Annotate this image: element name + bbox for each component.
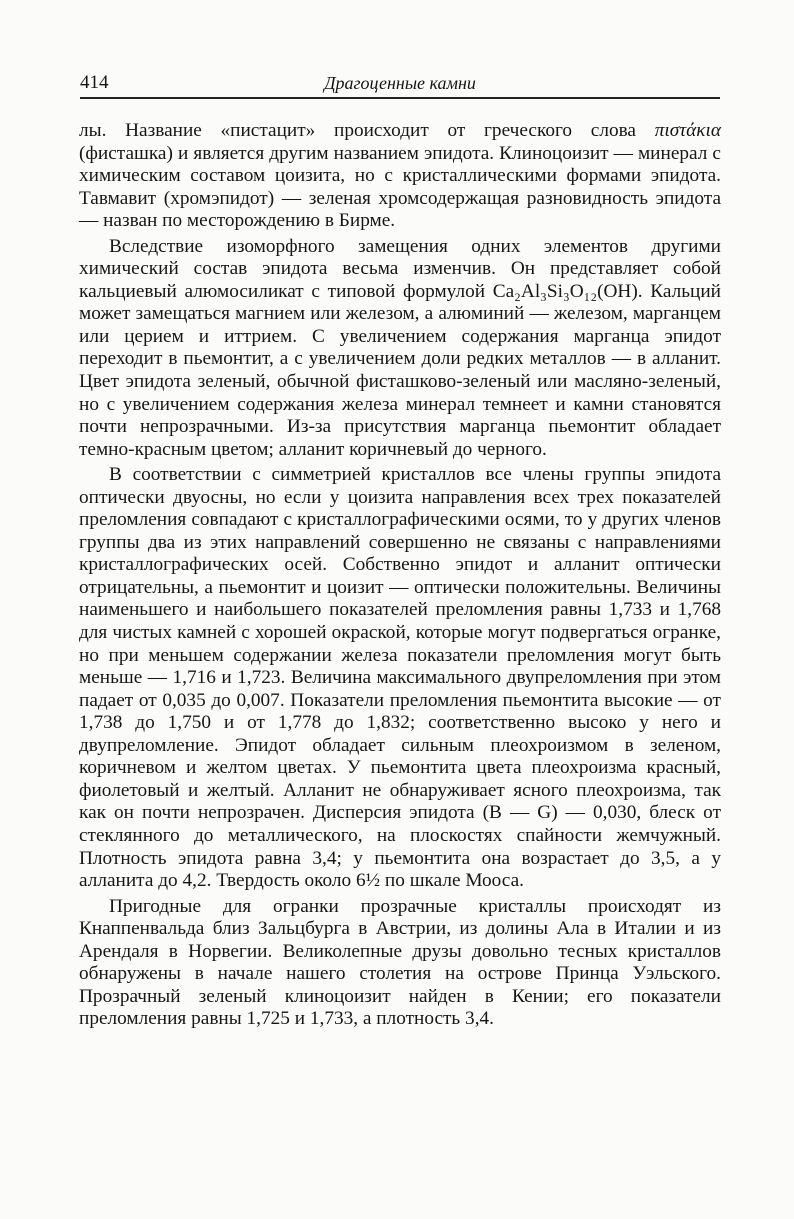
- paragraph-1-text-end: (фисташка) и является другим названием эпидота. Клиноцоизит — минерал с химическим составом цоизита, но с кристаллическими формами эпидота. Тавмавит (хромэпидот) — зеленая хромсодержащая разновидность эпидота — назван по месторождению в Бирме.: [79, 142, 721, 232]
- page-header: [80, 72, 720, 94]
- paragraph-4: Пригодные для огранки прозрачные кристаллы происходят из Кнаппенвальда близ Зальцбурга в Австрии, из долины Ала в Италии и из Арендаля в Норвегии. Великолепные друзы довольно тесных кристаллов обнаружены в начале нашего столетия на острове Принца Уэльского. Прозрачный зеленый клиноцоизит найден в Кении; его показатели преломления равны 1,725 и 1,733, а плотность 3,4.: [79, 895, 721, 1030]
- running-title: Драгоценные камни: [324, 73, 476, 93]
- paragraph-1: [79, 120, 721, 233]
- paragraph-1-text-start: лы. Название «пистацит» происходит от греческого слова: [79, 120, 655, 141]
- paragraph-3: В соответствии с симметрией кристаллов все члены группы эпидота оптически двуосны, но если у цоизита направления всех трех показателей преломления совпадают с кристаллографическими осями, то у других членов группы два из этих направлений совершенно не связаны с направлениями кристаллографических осей. Собственно эпидот и алланит оптически отрицательны, а пьемонтит и цоизит — оптически положительны. Величины наименьшего и наибольшего показателей преломления равны 1,733 и 1,768 для чистых камней с хорошей окраской, которые могут подвергаться огранке, но при меньшем содержании железа показатели преломления могут быть меньше — 1,716 и 1,723. Величина максимального двупреломления при этом падает от 0,035 до 0,007. Показатели преломления пьемонтита высокие — от 1,738 до 1,750 и от 1,778 до 1,832; соответственно высоко у него и двупреломление. Эпидот обладает сильным плеохроизмом в зеленом, коричневом и желтом цветах. У пьемонтита цвета плеохроизма красный, фиолетовый и желтый. Алланит не обнаруживает ясного плеохроизма, так как он почти непрозрачен. Дисперсия эпидота (B — G) — 0,030, блеск от стеклянного до металлического, на плоскостях спайности жемчужный. Плотность эпидота равна 3,4; у пьемонтита она возрастает до 3,5, а у алланита до 4,2. Твердость около 6½ по шкале Мооса.: [79, 464, 721, 892]
- header-rule: [80, 97, 720, 99]
- page-body: [79, 120, 721, 1031]
- paragraph-2: Вследствие изоморфного замещения одних элементов другими химический состав эпидота весьма изменчив. Он представляет собой кальциевый алюмосиликат с типовой формулой Ca₂Al₃Si₃O₁₂(OH). Кальций может замещаться магнием или железом, а алюминий — железом, марганцем или церием и иттрием. С увеличением содержания марганца эпидот переходит в пьемонтит, а с увеличением доли редких металлов — в алланит. Цвет эпидота зеленый, обычной фисташково-зеленый или масляно-зеленый, но с увеличением содержания железа минерал темнеет и камни становятся почти непрозрачными. Из-за присутствия марганца пьемонтит обладает темно-красным цветом; алланит коричневый до черного.: [79, 235, 721, 460]
- greek-word: πιστάκια: [654, 120, 721, 141]
- page-number: 414: [80, 72, 109, 93]
